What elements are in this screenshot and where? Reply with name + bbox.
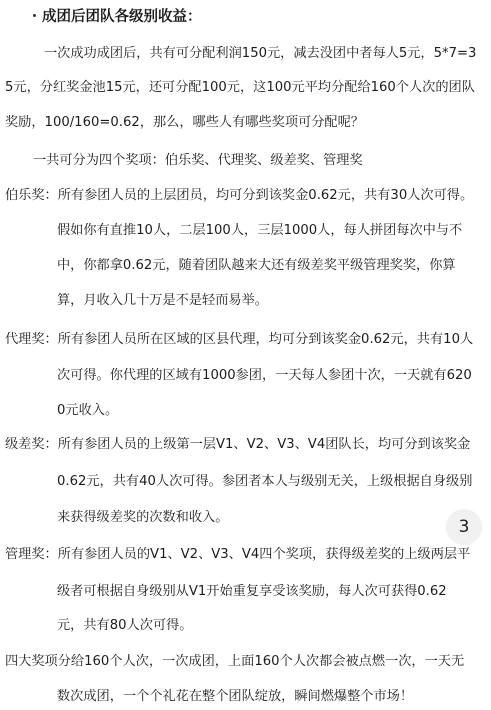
- paragraph-line: 0元收入。: [57, 403, 119, 418]
- paragraph-line: 管理奖：所有参团人员的V1、V2、V3、V4四个奖项，获得级差奖的上级两层平: [5, 547, 471, 562]
- page-number-indicator[interactable]: 3: [447, 510, 481, 544]
- paragraph-line: 元，共有80人次可得。: [57, 618, 193, 633]
- paragraph-line: 代理奖：所有参团人员所在区域的区县代理，均可分到该奖金0.62元，共有10人: [5, 332, 474, 347]
- paragraph-line: 算，月收入几十万是不是轻而易举。: [57, 293, 268, 308]
- paragraph-line: 级差奖：所有参团人员的上级第一层V1、V2、V3、V4团队长，均可分到该奖金: [5, 437, 471, 452]
- paragraph-line: 0.62元，共有40人次可得。参团者本人与级别无关，上级根据自身级别: [57, 474, 473, 489]
- paragraph-line: 5元，分红奖金池15元，还可分配100元，这100元平均分配给160个人次的团队: [5, 80, 475, 95]
- paragraph-line: 假如你有直推10人，二层100人，三层1000人，每人拼团每次中与不: [57, 223, 463, 238]
- paragraph-line: 四大奖项分给160个人次，一次成团，上面160个人次都会被点燃一次，一天无: [5, 654, 465, 669]
- paragraph-line: 一次成功成团后，共有可分配利润150元，减去没团中者每人5元，5*7=3: [44, 46, 477, 61]
- paragraph-line: 次可得。你代理的区域有1000参团，一天每人参团十次，一天就有620: [57, 368, 472, 383]
- paragraph-line: 中，你都拿0.62元，随着团队越来大还有级差奖平级管理奖奖，你算: [57, 258, 456, 273]
- paragraph-line: 来获得级差奖的次数和收入。: [57, 510, 229, 525]
- bullet-dot: [33, 14, 36, 17]
- page-title: 成团后团队各级别收益：: [42, 9, 202, 25]
- paragraph-line: 伯乐奖：所有参团人员的上层团员，均可分到该奖金0.62元，共有30人次可得。: [5, 188, 474, 203]
- paragraph-line: 级者可根据自身级别从V1开始重复享受该奖励，每人次可获得0.62: [57, 584, 447, 599]
- paragraph-line: 一共可分为四个奖项：伯乐奖、代理奖、级差奖、管理奖: [33, 153, 363, 168]
- paragraph-line: 奖励，100/160=0.62，那么，哪些人有哪些奖项可分配呢？: [5, 115, 364, 130]
- paragraph-line: 数次成团，一个个礼花在整个团队绽放，瞬间燃爆整个市场！: [57, 689, 414, 704]
